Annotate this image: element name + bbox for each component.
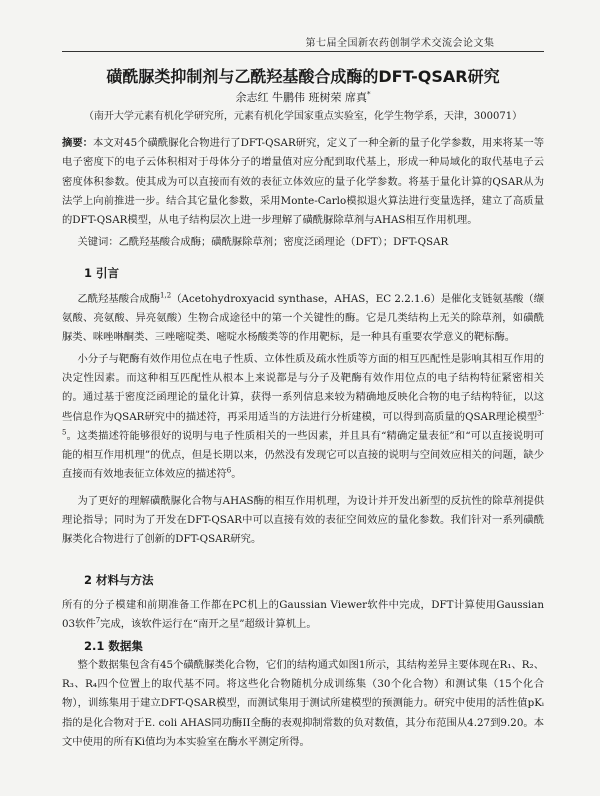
intro-p1-text-b: （Acetohydroxyacid synthase，AHAS，EC 2.2.1.6）是催化支链氨基酸（缬氨酸、亮氨酸、异亮氨酸）生物合成途径中的第一个关键性的酶。它是几类结构上无关的除草剂，如磺酰脲类、咪唑啉酮类、三唑嘧啶类、嘧啶水杨酸类等的作用靶标，是一种具有重要农学意义的靶标酶。 xyxy=(62,293,544,344)
methods-p1-text-b: 完成，该软件运行在“南开之星”超级计算机上。 xyxy=(100,618,317,631)
keywords-label: 关键词： xyxy=(77,236,119,248)
keywords-text: 乙酰羟基酸合成酶；磺酰脲除草剂；密度泛函理论（DFT）；DFT-QSAR xyxy=(118,236,449,248)
running-header: 第七届全国新农药创制学术交流会论文集 xyxy=(305,38,495,49)
author-names: 余志红 牛鹏伟 班树荣 席真 xyxy=(235,91,367,104)
intro-paragraph-1 xyxy=(62,290,544,348)
affiliation: （南开大学元素有机化学研究所，元素有机化学国家重点实验室，化学生物学系，天津，300071） xyxy=(83,111,523,122)
section-heading-intro: 1 引言 xyxy=(84,266,120,280)
header-rule xyxy=(62,51,544,52)
paper-title: 磺酰脲类抑制剂与乙酰羟基酸合成酶的DFT-QSAR研究 xyxy=(106,67,500,86)
keywords xyxy=(62,233,544,252)
intro-p2-text-a: 小分子与靶酶有效作用位点在电子性质、立体性质及疏水性质等方面的相互匹配性是影响其相互作用的决定性因素。而这种相互匹配性从根本上来说都是与分子及靶酶有效作用位点的电子结构特征紧密相关的。通过基于密度泛函理论的量化计算，获得一系列信息来较为精确地反映化合物的电子结构特征，以这些信息作为QSAR研究中的描述符，再采用适当的方法进行分析建模，可以得到高质量的QSAR理论模型 xyxy=(62,353,544,423)
authors xyxy=(62,89,544,105)
corresponding-mark: * xyxy=(367,90,371,99)
abstract xyxy=(62,134,544,230)
intro-p1-citation: 1,2 xyxy=(160,291,172,300)
section-heading-methods: 2 材料与方法 xyxy=(84,573,154,587)
dataset-paragraph-1: 整个数据集包含有45个磺酰脲类化合物，它们的结构通式如图1所示，其结构差异主要体现在R₁、R₂、R₃、R₄四个位置上的取代基不同。将这些化合物随机分成训练集（30个化合物）和测试集（15个化合物），训练集用于建立DFT-QSAR模型，而测试集用于测试所建模型的预测能力。研究中使用的活性值pKᵢ指的是化合物对于E. coli AHAS同功酶II全酶的表观抑制常数的负对数值，其分布范围从4.27到9.20。本文中使用的所有Ki值均为本实验室在酶水平测定所得。 xyxy=(62,659,544,748)
intro-p2-text-b: 。这类描述符能够很好的说明与电子性质相关的一些因素，并且具有“精确定量表征”和“可以直接说明可能的相互作用机理”的优点，但是长期以来，仍然没有发现它可以直接的说明与空间效应相关的问题，缺少直接而有效地表征立体效应的描述符 xyxy=(62,429,544,481)
abstract-label: 摘要： xyxy=(62,137,94,149)
section-heading-dataset: 2.1 数据集 xyxy=(84,639,143,653)
methods-paragraph-1 xyxy=(62,596,544,634)
intro-p1-text-a: 乙酰羟基酸合成酶 xyxy=(77,293,161,305)
intro-p2-citation-2: 6 xyxy=(226,466,232,475)
intro-paragraph-3: 为了更好的理解磺酰脲化合物与AHAS酶的相互作用机理，为设计并开发出新型的反抗性的除草剂提供理论指导；同时为了开发在DFT-QSAR中可以直接有效的表征空间效应的量化参数。我们针对一系列磺酰脲类化合物进行了创新的DFT-QSAR研究。 xyxy=(62,495,544,546)
intro-p2-citation: 3-5 xyxy=(62,409,544,437)
methods-p1-text-a: 所有的分子模建和前期准备工作都在PC机上的Gaussian Viewer软件中完成，DFT计算使用Gaussian 03软件 xyxy=(62,599,544,631)
abstract-text: 本文对45个磺酰脲化合物进行了DFT-QSAR研究，定义了一种全新的量子化学参数，用来将某一等电子密度下的电子云体积相对于母体分子的增量值对应分配到取代基上，形成一种局域化的取代基电子云密度体积参数。使其成为可以直接而有效的表征立体效应的量子化学参数。将基于量化计算的QSAR从为法学上向前推进一步。结合其它量化参数，采用Monte-Carlo模拟退火算法进行变量选择，建立了高质量的DFT-QSAR模型，从电子结构层次上进一步理解了磺酰脲除草剂与AHAS相互作用机理。 xyxy=(62,137,544,227)
intro-p2-text-c: 。 xyxy=(231,468,242,481)
methods-p1-citation: 7 xyxy=(95,616,101,625)
intro-paragraph-2 xyxy=(62,350,544,484)
